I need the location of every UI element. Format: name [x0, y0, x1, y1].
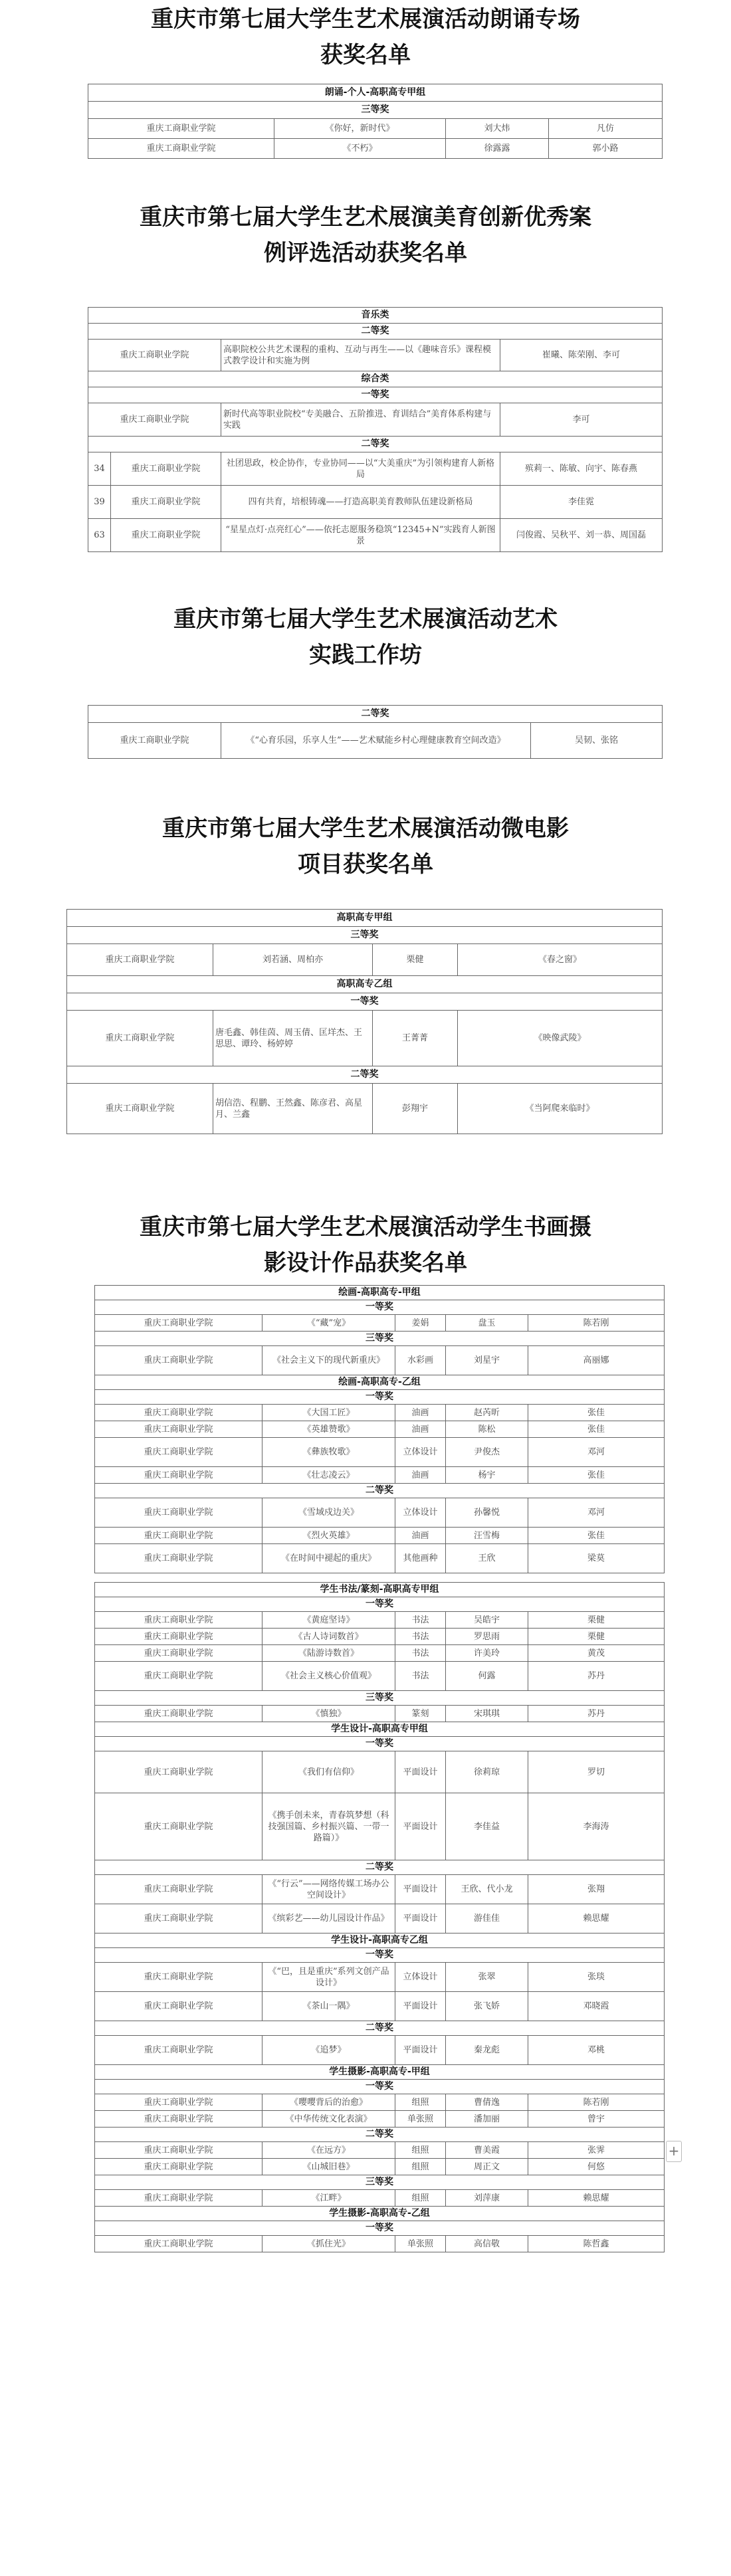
table-row — [95, 2159, 665, 2175]
group-header: 学生摄影-高职高专-甲组 — [95, 2065, 665, 2080]
cell-school: 重庆工商职业学院 — [95, 1346, 262, 1375]
cell-advisor: 苏丹 — [528, 1706, 665, 1722]
cell-advisor: 邓河 — [528, 1498, 665, 1528]
prize-header: 二等奖 — [95, 2128, 665, 2142]
cell-author: 刘星宇 — [446, 1346, 528, 1375]
cell-work: 《山城旧巷》 — [262, 2159, 395, 2175]
cell-category: 立体设计 — [395, 1438, 446, 1467]
cell-category: 书法 — [395, 1612, 446, 1629]
group-header: 绘画-高职高专-甲组 — [95, 1286, 665, 1300]
cell-author: 徐莉琼 — [446, 1751, 528, 1793]
prize-row — [95, 1737, 665, 1751]
cell-work: 《不朽》 — [274, 139, 446, 159]
table-row — [95, 1629, 665, 1645]
cell-advisor: 陈若刚 — [528, 1315, 665, 1332]
cell-index: 34 — [88, 452, 111, 486]
prize-header: 一等奖 — [95, 2080, 665, 2094]
table-row — [95, 2236, 665, 2252]
cell-advisor: 赖思耀 — [528, 2190, 665, 2207]
cell-school: 重庆工商职业学院 — [95, 1467, 262, 1484]
cell-category: 书法 — [395, 1629, 446, 1645]
cell-work: 《映像武陵》 — [458, 1011, 663, 1066]
cell-school: 重庆工商职业学院 — [95, 1751, 262, 1793]
spacer-row — [95, 1573, 665, 1583]
cell-school: 重庆工商职业学院 — [95, 1992, 262, 2021]
cell-category: 书法 — [395, 1662, 446, 1691]
cell-school: 重庆工商职业学院 — [95, 2236, 262, 2252]
cell-category: 油画 — [395, 1467, 446, 1484]
cell-school: 重庆工商职业学院 — [95, 2094, 262, 2111]
cell-school: 重庆工商职业学院 — [95, 1421, 262, 1438]
cell-advisor: 张佳 — [528, 1528, 665, 1544]
cell-advisor: 何悠 — [528, 2159, 665, 2175]
table-row — [88, 119, 663, 139]
table-row — [95, 1346, 665, 1375]
cell-advisor: 栗健 — [373, 944, 458, 976]
table-row — [67, 1084, 663, 1134]
section-title: 重庆市第七届大学生艺术展演美育创新优秀案 — [140, 204, 591, 231]
cell-advisor: 陈若刚 — [528, 2094, 665, 2111]
cell-category: 水彩画 — [395, 1346, 446, 1375]
cell-work: 《壮志凌云》 — [262, 1467, 395, 1484]
cell-category: 单张照 — [395, 2111, 446, 2128]
table-row — [95, 1662, 665, 1691]
cell-school: 重庆工商职业学院 — [95, 1875, 262, 1904]
cell-advisor: 王菁菁 — [373, 1011, 458, 1066]
cell-author: 尹俊杰 — [446, 1438, 528, 1467]
table-row — [95, 2111, 665, 2128]
cell-school: 重庆工商职业学院 — [95, 1706, 262, 1722]
cell-advisor: 张琰 — [528, 1963, 665, 1992]
table-row — [95, 1498, 665, 1528]
cell-school: 重庆工商职业学院 — [95, 1498, 262, 1528]
section-aesthetic-cases — [0, 199, 731, 546]
prize-header: 一等奖 — [95, 1948, 665, 1963]
table-row — [67, 1011, 663, 1066]
cell-author: 李佳益 — [446, 1793, 528, 1860]
table-row — [95, 1706, 665, 1722]
cell-author: 徐露露 — [446, 139, 549, 159]
cell-authors: 殡莉一、陈敏、向宇、陈春燕 — [500, 452, 663, 486]
table-row — [88, 452, 663, 486]
prize-row — [95, 1860, 665, 1875]
cell-school: 重庆工商职业学院 — [95, 1904, 262, 1933]
table-row — [95, 1751, 665, 1793]
group-row — [95, 1583, 665, 1597]
prize-header: 一等奖 — [95, 1390, 665, 1405]
spacer — [95, 1573, 665, 1583]
prize-header: 三等奖 — [95, 1691, 665, 1706]
prize-header: 二等奖 — [95, 1860, 665, 1875]
group-row — [95, 1286, 665, 1300]
cell-author: 孙馨悦 — [446, 1498, 528, 1528]
prize-header: 三等奖 — [95, 1332, 665, 1346]
table-row — [95, 1438, 665, 1467]
prize-header: 二等奖 — [95, 1484, 665, 1498]
award-table — [66, 909, 663, 1134]
cell-work: 《你好，新时代》 — [274, 119, 446, 139]
cell-work: 《在远方》 — [262, 2142, 395, 2159]
cell-author: 曹倩逸 — [446, 2094, 528, 2111]
cell-work: 《缤彩艺——幼儿园设计作品》 — [262, 1904, 395, 1933]
cell-advisor: 高丽娜 — [528, 1346, 665, 1375]
prize-row — [95, 1484, 665, 1498]
cell-advisor: 罗切 — [528, 1751, 665, 1793]
cell-advisor: 陈哲鑫 — [528, 2236, 665, 2252]
group-header: 高职高专甲组 — [67, 910, 663, 927]
prize-header: 二等奖 — [67, 1066, 663, 1084]
prize-header: 二等奖 — [88, 324, 663, 340]
section-art-works — [0, 1209, 731, 2249]
section-title: 影设计作品获奖名单 — [264, 1250, 467, 1276]
table-row — [95, 1963, 665, 1992]
cell-school: 重庆工商职业学院 — [88, 139, 274, 159]
cell-category: 书法 — [395, 1645, 446, 1662]
cell-author: 何露 — [446, 1662, 528, 1691]
cell-work: 《彝族牧歌》 — [262, 1438, 395, 1467]
group-header: 高职高专乙组 — [67, 976, 663, 993]
cell-category: 平面设计 — [395, 1751, 446, 1793]
cell-category: 油画 — [395, 1405, 446, 1421]
cell-author: 潘加丽 — [446, 2111, 528, 2128]
cell-author: 秦龙彪 — [446, 2036, 528, 2065]
cell-school: 重庆工商职业学院 — [88, 723, 221, 759]
prize-header: 一等奖 — [95, 2221, 665, 2236]
cell-category: 油画 — [395, 1528, 446, 1544]
cell-work: 《烈火英雄》 — [262, 1528, 395, 1544]
table-row — [95, 1992, 665, 2021]
prize-header: 三等奖 — [95, 2175, 665, 2190]
cell-author: 盘玉 — [446, 1315, 528, 1332]
group-header: 学生设计-高职高专乙组 — [95, 1933, 665, 1948]
table-row — [88, 519, 663, 552]
cell-work: 《“巴，且是重庆”系列文创产品设计》 — [262, 1963, 395, 1992]
cell-school: 重庆工商职业学院 — [95, 1963, 262, 1992]
cell-school: 重庆工商职业学院 — [88, 340, 221, 371]
section-title: 例评选活动获奖名单 — [264, 240, 467, 266]
table-row — [95, 1875, 665, 1904]
prize-header: 一等奖 — [95, 1737, 665, 1751]
table-row — [95, 2142, 665, 2159]
prize-row — [95, 1691, 665, 1706]
cell-school: 重庆工商职业学院 — [95, 1662, 262, 1691]
cell-author: 吴皓宇 — [446, 1612, 528, 1629]
section-title: 重庆市第七届大学生艺术展演活动微电影 — [162, 815, 569, 842]
cell-work: 《我们有信仰》 — [262, 1751, 395, 1793]
cell-school: 重庆工商职业学院 — [95, 2190, 262, 2207]
table-row — [95, 1793, 665, 1860]
cell-work: 《黄庭坚诗》 — [262, 1612, 395, 1629]
cell-work: 《春之窗》 — [458, 944, 663, 976]
cell-author: 王欣、代小龙 — [446, 1875, 528, 1904]
category-header: 综合类 — [88, 371, 663, 387]
cell-advisor: 张翔 — [528, 1875, 665, 1904]
cell-advisor: 邓桃 — [528, 2036, 665, 2065]
cell-advisor: 梁莫 — [528, 1544, 665, 1573]
group-header: 学生书法/篆刻-高职高专甲组 — [95, 1583, 665, 1597]
prize-row — [95, 1948, 665, 1963]
cell-case: “星星点灯·点亮红心”——依托志愿服务稳筑“12345+N”实践育人新图景 — [221, 519, 500, 552]
cell-index: 63 — [88, 519, 111, 552]
table-row — [95, 2190, 665, 2207]
table-row — [67, 944, 663, 976]
cell-work: 《追梦》 — [262, 2036, 395, 2065]
cell-author: 宋琪琪 — [446, 1706, 528, 1722]
cell-advisor: 邓河 — [528, 1438, 665, 1467]
cell-school: 重庆工商职业学院 — [95, 1793, 262, 1860]
cell-category: 油画 — [395, 1421, 446, 1438]
cell-category: 姜娟 — [395, 1315, 446, 1332]
section-title: 实践工作坊 — [309, 642, 422, 668]
cell-work: 《“藏”宠》 — [262, 1315, 395, 1332]
cell-author: 周正文 — [446, 2159, 528, 2175]
cell-work: 《雪域戍边关》 — [262, 1498, 395, 1528]
cell-category: 组照 — [395, 2142, 446, 2159]
cell-advisor: 凡仿 — [549, 119, 663, 139]
cell-case: 四有共育，培根铸魂——打造高职美育教师队伍建设新格局 — [221, 486, 500, 519]
cell-school: 重庆工商职业学院 — [95, 1528, 262, 1544]
cell-category: 组照 — [395, 2159, 446, 2175]
cell-school: 重庆工商职业学院 — [111, 452, 221, 486]
prize-header: 二等奖 — [88, 437, 663, 452]
table-row — [95, 1544, 665, 1573]
cell-category: 单张照 — [395, 2236, 446, 2252]
cell-advisor: 栗健 — [528, 1612, 665, 1629]
cell-advisor: 张佳 — [528, 1467, 665, 1484]
cell-case: 高职院校公共艺术课程的重构、互动与再生——以《趣味音乐》课程模式教学设计和实施为例 — [221, 340, 500, 371]
cell-work: 《江畔》 — [262, 2190, 395, 2207]
section-title: 获奖名单 — [320, 42, 411, 68]
cell-category: 立体设计 — [395, 1498, 446, 1528]
prize-header: 一等奖 — [95, 1300, 665, 1315]
cell-work: 《抓住光》 — [262, 2236, 395, 2252]
cell-school: 重庆工商职业学院 — [88, 119, 274, 139]
table-row — [95, 1315, 665, 1332]
cell-authors: 吴韧、张铭 — [531, 723, 663, 759]
table-row — [95, 1612, 665, 1629]
cell-advisor: 彭翔宇 — [373, 1084, 458, 1134]
group-header: 绘画-高职高专-乙组 — [95, 1375, 665, 1390]
table-row — [88, 139, 663, 159]
cell-school: 重庆工商职业学院 — [111, 486, 221, 519]
cell-work: 《茶山一隅》 — [262, 1992, 395, 2021]
cell-school: 重庆工商职业学院 — [67, 1084, 213, 1134]
cell-category: 立体设计 — [395, 1963, 446, 1992]
section-title: 重庆市第七届大学生艺术展演活动学生书画摄 — [140, 1214, 591, 1240]
table-row — [95, 2036, 665, 2065]
table-row — [95, 1645, 665, 1662]
table-row — [88, 486, 663, 519]
table-row — [95, 1528, 665, 1544]
cell-authors: 李佳霓 — [500, 486, 663, 519]
section-title: 重庆市第七届大学生艺术展演活动艺术 — [173, 606, 558, 633]
cell-author: 王欣 — [446, 1544, 528, 1573]
cell-work: 《大国工匠》 — [262, 1405, 395, 1421]
cell-school: 重庆工商职业学院 — [67, 1011, 213, 1066]
table-row — [95, 1467, 665, 1484]
cell-advisor: 栗健 — [528, 1629, 665, 1645]
cell-advisor: 苏丹 — [528, 1662, 665, 1691]
cell-school: 重庆工商职业学院 — [95, 1405, 262, 1421]
group-header: 学生摄影-高职高专-乙组 — [95, 2207, 665, 2221]
award-table — [88, 307, 663, 552]
section-title: 项目获奖名单 — [298, 851, 433, 878]
cell-school: 重庆工商职业学院 — [95, 1544, 262, 1573]
cell-work: 《“心育乐园，乐享人生”——艺术赋能乡村心理健康教育空间改造》 — [221, 723, 531, 759]
cell-authors: 崔曦、陈荣刚、李可 — [500, 340, 663, 371]
cell-work: 《慎独》 — [262, 1706, 395, 1722]
add-button[interactable]: + — [666, 2141, 682, 2162]
prize-row — [95, 1390, 665, 1405]
cell-authors: 闫俊霞、吴秋平、刘一恭、周国磊 — [500, 519, 663, 552]
cell-author: 杨宇 — [446, 1467, 528, 1484]
cell-work: 《陆游诗数首》 — [262, 1645, 395, 1662]
table-row — [95, 1405, 665, 1421]
cell-work: 《古人诗词数首》 — [262, 1629, 395, 1645]
cell-category: 其他画种 — [395, 1544, 446, 1573]
cell-advisor: 黄茂 — [528, 1645, 665, 1662]
prize-header: 一等奖 — [88, 387, 663, 403]
cell-category: 平面设计 — [395, 1992, 446, 2021]
cell-work: 《在时间中褪起的重庆》 — [262, 1544, 395, 1573]
cell-category: 平面设计 — [395, 1904, 446, 1933]
cell-authors: 刘若涵、周柏亦 — [213, 944, 373, 976]
prize-header: 一等奖 — [67, 993, 663, 1011]
prize-header: 二等奖 — [88, 706, 663, 723]
prize-row — [95, 1332, 665, 1346]
cell-school: 重庆工商职业学院 — [95, 2111, 262, 2128]
cell-work: 《“行云”——网络传媒工场办公空间设计》 — [262, 1875, 395, 1904]
cell-author: 游佳佳 — [446, 1904, 528, 1933]
award-table — [94, 1285, 665, 2252]
table-row — [95, 1421, 665, 1438]
cell-author: 刘大炜 — [446, 119, 549, 139]
cell-school: 重庆工商职业学院 — [67, 944, 213, 976]
cell-author: 陈松 — [446, 1421, 528, 1438]
cell-category: 平面设计 — [395, 1875, 446, 1904]
section-recitation — [0, 0, 731, 153]
cell-work: 《英雄赞歌》 — [262, 1421, 395, 1438]
cell-work: 《当阿爬来临时》 — [458, 1084, 663, 1134]
cell-school: 重庆工商职业学院 — [95, 2142, 262, 2159]
cell-advisor: 张佳 — [528, 1421, 665, 1438]
prize-row — [95, 2175, 665, 2190]
table-row — [88, 340, 663, 371]
cell-school: 重庆工商职业学院 — [111, 519, 221, 552]
group-row — [95, 2065, 665, 2080]
cell-advisor: 张霁 — [528, 2142, 665, 2159]
award-table — [88, 705, 663, 759]
cell-school: 重庆工商职业学院 — [95, 1629, 262, 1645]
prize-row — [95, 2128, 665, 2142]
cell-category: 组照 — [395, 2094, 446, 2111]
table-row — [95, 2094, 665, 2111]
cell-author: 张翠 — [446, 1963, 528, 1992]
cell-advisor: 赖思耀 — [528, 1904, 665, 1933]
cell-case: 新时代高等职业院校“专美融合、五阶推进、育训结合”美育体系构建与实践 — [221, 403, 500, 437]
cell-author: 曹美霞 — [446, 2142, 528, 2159]
prize-header: 一等奖 — [95, 1597, 665, 1612]
cell-category: 篆刻 — [395, 1706, 446, 1722]
cell-work: 《携手创未来，青春筑梦想（科技强国篇、乡村振兴篇、一带一路篇）》 — [262, 1793, 395, 1860]
cell-school: 重庆工商职业学院 — [95, 2036, 262, 2065]
table-row — [88, 403, 663, 437]
cell-author: 刘萍康 — [446, 2190, 528, 2207]
group-row — [95, 1722, 665, 1737]
group-row — [95, 1933, 665, 1948]
cell-authors: 胡信浩、程鹏、王然鑫、陈彦君、高星月、兰鑫 — [213, 1084, 373, 1134]
prize-header: 三等奖 — [67, 927, 663, 944]
cell-advisor: 张佳 — [528, 1405, 665, 1421]
cell-advisor: 邓晓霞 — [528, 1992, 665, 2021]
cell-author: 汪雪梅 — [446, 1528, 528, 1544]
cell-school: 重庆工商职业学院 — [95, 2159, 262, 2175]
cell-advisor: 郭小路 — [549, 139, 663, 159]
cell-author: 张飞娇 — [446, 1992, 528, 2021]
cell-work: 《中华传统文化表演》 — [262, 2111, 395, 2128]
cell-category: 平面设计 — [395, 1793, 446, 1860]
category-header: 音乐类 — [88, 308, 663, 324]
cell-case: 社团思政，校企协作，专业协同——以“大美重庆”为引领构建育人新格局 — [221, 452, 500, 486]
group-row — [95, 2207, 665, 2221]
cell-category: 组照 — [395, 2190, 446, 2207]
section-art-workshop — [0, 601, 731, 745]
prize-header: 二等奖 — [95, 2021, 665, 2036]
cell-authors: 唐毛鑫、韩佳茵、周玉倩、匡垟杰、王思思、谭玲、杨婷婷 — [213, 1011, 373, 1066]
table-row — [88, 723, 663, 759]
cell-category: 平面设计 — [395, 2036, 446, 2065]
table-row — [95, 1904, 665, 1933]
group-row — [95, 1375, 665, 1390]
prize-row — [95, 2080, 665, 2094]
cell-work: 《社会主义核心价值观》 — [262, 1662, 395, 1691]
prize-row — [95, 2021, 665, 2036]
cell-index: 39 — [88, 486, 111, 519]
cell-authors: 李可 — [500, 403, 663, 437]
cell-school: 重庆工商职业学院 — [95, 1645, 262, 1662]
cell-author: 许美玲 — [446, 1645, 528, 1662]
award-table — [88, 84, 663, 159]
group-header: 朗诵-个人-高职高专甲组 — [88, 84, 663, 102]
section-micro-film — [0, 811, 731, 1120]
section-title: 重庆市第七届大学生艺术展演活动朗诵专场 — [151, 6, 580, 33]
cell-advisor: 曾宇 — [528, 2111, 665, 2128]
cell-school: 重庆工商职业学院 — [88, 403, 221, 437]
cell-work: 《嘤嘤背后的治愈》 — [262, 2094, 395, 2111]
cell-school: 重庆工商职业学院 — [95, 1315, 262, 1332]
prize-row — [95, 1597, 665, 1612]
cell-work: 《社会主义下的现代新重庆》 — [262, 1346, 395, 1375]
group-header: 学生设计-高职高专甲组 — [95, 1722, 665, 1737]
cell-author: 赵芮昕 — [446, 1405, 528, 1421]
cell-author: 高信敬 — [446, 2236, 528, 2252]
prize-row — [95, 2221, 665, 2236]
prize-header: 三等奖 — [88, 102, 663, 119]
cell-school: 重庆工商职业学院 — [95, 1612, 262, 1629]
cell-advisor: 李海涛 — [528, 1793, 665, 1860]
cell-school: 重庆工商职业学院 — [95, 1438, 262, 1467]
prize-row — [95, 1300, 665, 1315]
cell-author: 罗思雨 — [446, 1629, 528, 1645]
